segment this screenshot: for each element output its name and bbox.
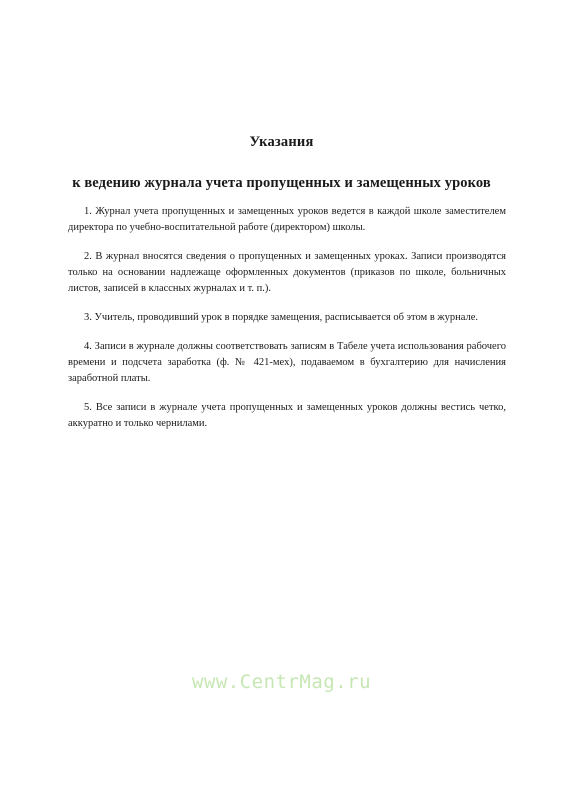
document-title: Указания [249, 134, 314, 150]
watermark-text: www.CentrMag.ru [191, 671, 372, 693]
paragraph-4: 4. Записи в журнале должны соответствовать записям в Табеле учета использования рабочего времени и подсчета заработка (ф. № 421-мех), подаваемом в бухгалтерию для начисления заработной платы. [68, 341, 506, 384]
paragraph-2: 2. В журнал вносятся сведения о пропущенных и замещенных уроках. Записи производятся только на основании надлежаще оформленных документов (приказов по школе, больничных листов, записей в классных журналах и т. п.). [68, 251, 506, 294]
paragraph-3: 3. Учитель, проводивший урок в порядке замещения, расписывается об этом в журнале. [84, 312, 479, 323]
paragraph-1: 1. Журнал учета пропущенных и замещенных уроков ведется в каждой школе заместителем директора по учебно-воспитательной работе (директором) школы. [68, 206, 506, 233]
paragraph-5: 5. Все записи в журнале учета пропущенных и замещенных уроков должны вестись четко, аккуратно и только чернилами. [68, 402, 506, 429]
document-subtitle: к ведению журнала учета пропущенных и замещенных уроков [72, 175, 491, 191]
document-body [68, 204, 506, 445]
